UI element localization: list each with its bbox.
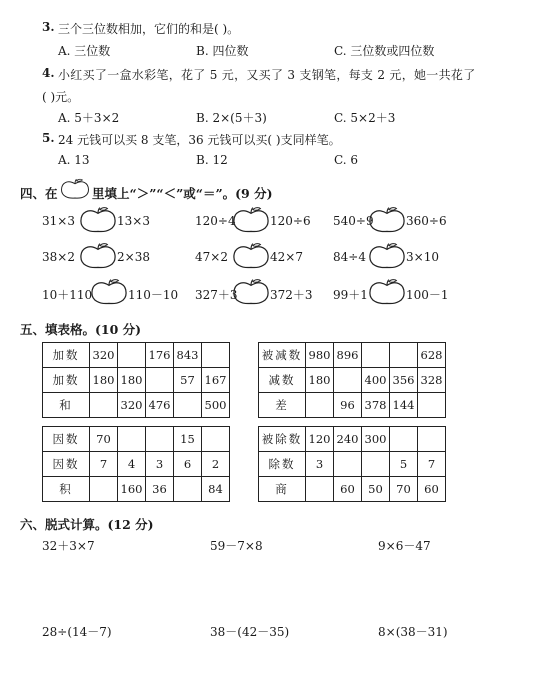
compare-right-expr: 3×10 [406, 250, 439, 264]
table-cell: 15 [174, 427, 202, 452]
section-4-prefix: 四、在 [20, 186, 58, 201]
table-cell: 400 [362, 368, 390, 393]
table-cell: 84 [202, 477, 230, 502]
answer-apple-input[interactable] [368, 205, 406, 235]
table-cell: 7 [418, 452, 446, 477]
compare-right-expr: 120÷6 [270, 214, 311, 228]
table-cell: 6 [174, 452, 202, 477]
section-5-title: 五、填表格。(10 分) [20, 322, 142, 337]
calc-expression: 8×(38－31) [378, 625, 448, 639]
table-cell: 160 [118, 477, 146, 502]
table-cell[interactable] [334, 452, 362, 477]
row-header: 减数 [259, 368, 306, 393]
table-row [43, 477, 230, 502]
table-cell: 4 [118, 452, 146, 477]
row-header: 除数 [259, 452, 306, 477]
table-cell: 180 [90, 368, 118, 393]
compare-right-expr: 2×38 [117, 250, 150, 264]
table-cell[interactable] [146, 427, 174, 452]
table-row [43, 427, 230, 452]
compare-left-expr: 10＋110 [42, 288, 93, 302]
row-header: 加数 [43, 343, 90, 368]
table-cell: 320 [90, 343, 118, 368]
answer-apple-input[interactable] [232, 241, 270, 271]
table-row [259, 368, 446, 393]
table-cell[interactable] [306, 393, 334, 418]
question-number: 5. [42, 131, 55, 145]
row-header: 和 [43, 393, 90, 418]
option-c[interactable]: C. 6 [334, 153, 359, 167]
question-text: 小红买了一盒水彩笔，花了 5 元，又买了 3 支钢笔，每支 2 元，她一共花了 [58, 68, 476, 82]
table-row [259, 477, 446, 502]
table-cell: 180 [118, 368, 146, 393]
table-row [43, 393, 230, 418]
table-cell[interactable] [418, 427, 446, 452]
table-cell[interactable] [418, 393, 446, 418]
table-cell: 240 [334, 427, 362, 452]
table-cell[interactable] [334, 368, 362, 393]
fill-table [258, 342, 446, 418]
table-cell[interactable] [174, 393, 202, 418]
answer-apple-input[interactable] [79, 205, 117, 235]
question-number: 4. [42, 66, 55, 80]
question-number: 3. [42, 20, 55, 34]
compare-left-expr: 31×3 [42, 214, 75, 228]
table-cell: 167 [202, 368, 230, 393]
answer-apple-input[interactable] [368, 277, 406, 307]
table-cell[interactable] [390, 427, 418, 452]
option-b[interactable]: B. 12 [196, 153, 228, 167]
table-cell: 60 [334, 477, 362, 502]
table-cell[interactable] [146, 368, 174, 393]
fill-table [42, 342, 230, 418]
table-cell: 5 [390, 452, 418, 477]
option-c[interactable]: C. 三位数或四位数 [334, 44, 435, 58]
table-cell: 144 [390, 393, 418, 418]
table-cell[interactable] [202, 343, 230, 368]
table-cell: 180 [306, 368, 334, 393]
row-header: 积 [43, 477, 90, 502]
table-cell: 328 [418, 368, 446, 393]
table-row [43, 368, 230, 393]
row-header: 差 [259, 393, 306, 418]
row-header: 因数 [43, 427, 90, 452]
table-cell: 896 [334, 343, 362, 368]
row-header: 被减数 [259, 343, 306, 368]
table-row [43, 452, 230, 477]
answer-apple-input[interactable] [232, 205, 270, 235]
compare-left-expr: 120÷4 [195, 214, 236, 228]
compare-left-expr: 84÷4 [333, 250, 366, 264]
table-cell: 176 [146, 343, 174, 368]
calc-expression: 59－7×8 [210, 539, 263, 553]
table-cell: 7 [90, 452, 118, 477]
table-row [259, 452, 446, 477]
row-header: 被除数 [259, 427, 306, 452]
table-cell[interactable] [202, 427, 230, 452]
compare-left-expr: 47×2 [195, 250, 228, 264]
apple-icon [60, 175, 90, 203]
compare-right-expr: 360÷6 [406, 214, 447, 228]
table-cell: 320 [118, 393, 146, 418]
table-row [259, 343, 446, 368]
table-cell: 3 [306, 452, 334, 477]
table-cell: 2 [202, 452, 230, 477]
compare-left-expr: 540÷9 [333, 214, 374, 228]
table-cell: 843 [174, 343, 202, 368]
table-cell[interactable] [362, 343, 390, 368]
compare-right-expr: 110－10 [128, 288, 179, 302]
compare-right-expr: 42×7 [270, 250, 303, 264]
table-cell: 300 [362, 427, 390, 452]
table-cell[interactable] [90, 393, 118, 418]
answer-apple-input[interactable] [232, 277, 270, 307]
calc-expression: 38－(42－35) [210, 625, 290, 639]
calc-expression: 28÷(14－7) [42, 625, 112, 639]
calc-expression: 9×6－47 [378, 539, 431, 553]
table-cell: 120 [306, 427, 334, 452]
table-cell: 500 [202, 393, 230, 418]
table-cell: 70 [90, 427, 118, 452]
option-b[interactable]: B. 2×(5＋3) [196, 111, 267, 125]
answer-apple-input[interactable] [90, 277, 128, 307]
row-header: 商 [259, 477, 306, 502]
compare-right-expr: 100－1 [406, 288, 449, 302]
table-cell: 36 [146, 477, 174, 502]
table-cell: 3 [146, 452, 174, 477]
question-text-cont: ( )元。 [42, 90, 80, 104]
table-cell: 57 [174, 368, 202, 393]
answer-apple-input[interactable] [79, 241, 117, 271]
fill-table [258, 426, 446, 502]
option-a[interactable]: A. 13 [58, 153, 90, 167]
table-cell[interactable] [390, 343, 418, 368]
table-cell[interactable] [118, 343, 146, 368]
table-cell: 356 [390, 368, 418, 393]
compare-left-expr: 38×2 [42, 250, 75, 264]
table-cell[interactable] [90, 477, 118, 502]
calc-expression: 32＋3×7 [42, 539, 95, 553]
compare-left-expr: 327＋3 [195, 288, 238, 302]
table-cell[interactable] [362, 452, 390, 477]
section-6-title: 六、脱式计算。(12 分) [20, 517, 154, 532]
row-header: 因数 [43, 452, 90, 477]
table-cell: 980 [306, 343, 334, 368]
table-row [43, 343, 230, 368]
table-cell: 476 [146, 393, 174, 418]
fill-table [42, 426, 230, 502]
table-cell[interactable] [306, 477, 334, 502]
question-text: 24 元钱可以买 8 支笔，36 元钱可以买( )支同样笔。 [58, 133, 341, 147]
compare-right-expr: 372＋3 [270, 288, 313, 302]
table-cell: 70 [390, 477, 418, 502]
compare-left-expr: 99＋1 [333, 288, 368, 302]
row-header: 加数 [43, 368, 90, 393]
option-c[interactable]: C. 5×2＋3 [334, 111, 396, 125]
section-4-title: 里填上“＞”“＜”或“＝”。(9 分) [92, 186, 273, 201]
option-a[interactable]: A. 5＋3×2 [58, 111, 120, 125]
option-a[interactable]: A. 三位数 [58, 44, 111, 58]
table-cell: 50 [362, 477, 390, 502]
table-row [259, 427, 446, 452]
table-cell: 628 [418, 343, 446, 368]
table-cell: 378 [362, 393, 390, 418]
table-cell[interactable] [174, 477, 202, 502]
table-cell[interactable] [118, 427, 146, 452]
table-cell: 60 [418, 477, 446, 502]
answer-apple-input[interactable] [368, 241, 406, 271]
question-text: 三个三位数相加，它们的和是( )。 [58, 22, 240, 36]
table-row [259, 393, 446, 418]
table-cell: 96 [334, 393, 362, 418]
option-b[interactable]: B. 四位数 [196, 44, 249, 58]
compare-right-expr: 13×3 [117, 214, 150, 228]
